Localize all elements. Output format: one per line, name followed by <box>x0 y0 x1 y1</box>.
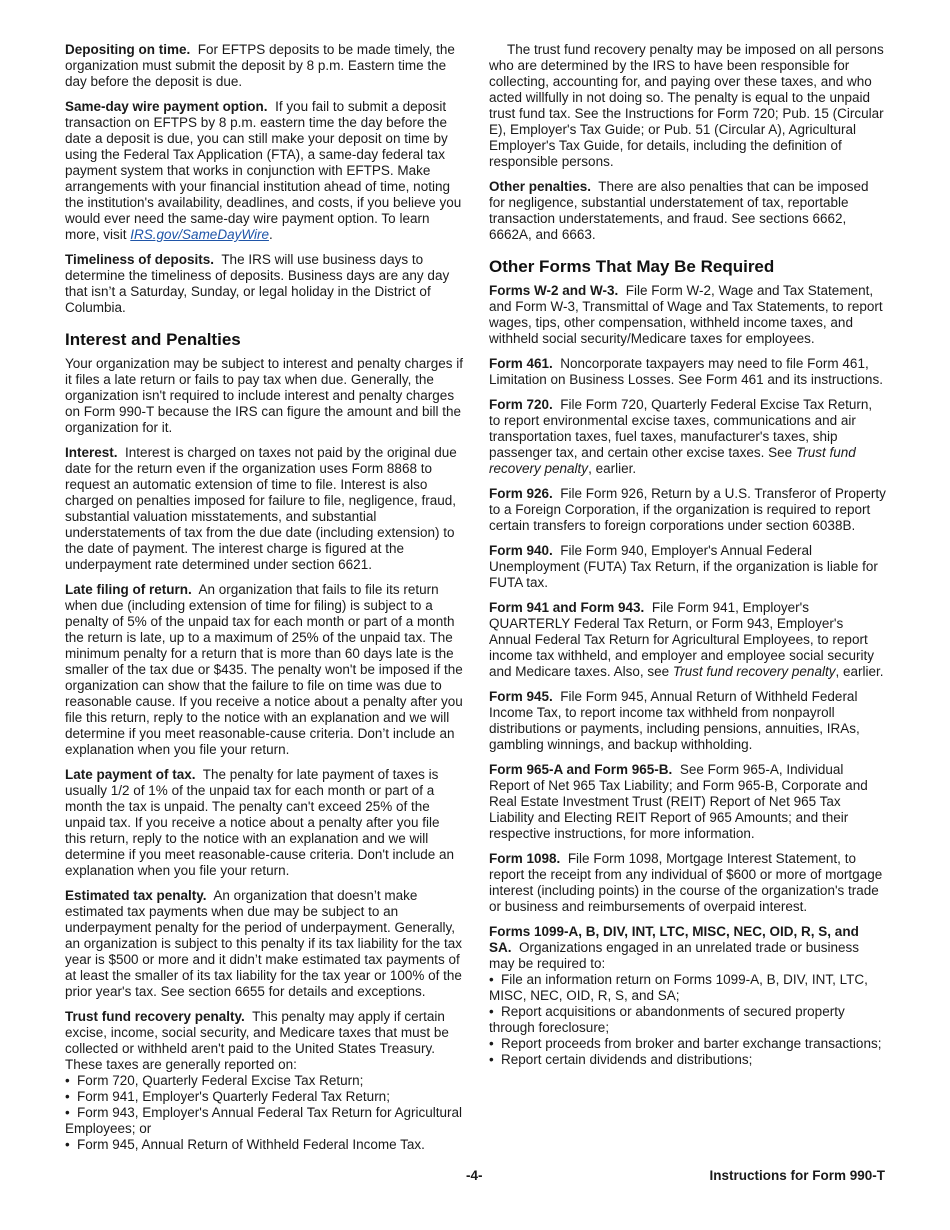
timeliness-of-deposits: Timeliness of deposits. The IRS will use business days to determine the timeliness of deposits. Business days are any day that isn’t a Saturday, Sunday, or legal holiday in the District of Columbia. <box>65 252 450 315</box>
estimated-tax-penalty: Estimated tax penalty. An organization that doesn’t make estimated tax payments when due may be subject to an underpayment penalty for the period of underpayment. Generally, an organization is subject to this penalty if its tax liability for the tax year is $500 or more and it didn’t make estimated tax payments of at least the smaller of its tax liability for the tax year or 100% of the prior year's tax. See section 6655 for details and exceptions. <box>65 888 462 999</box>
forms-w2-w3: Forms W-2 and W-3. File Form W-2, Wage and Tax Statement, and Form W-3, Transmittal of Wage and Tax Statements, to report wages, tips, other compensation, withheld income taxes, and withheld social security/Medicare taxes for employees. <box>489 283 883 346</box>
trust-fund-continued: The trust fund recovery penalty may be imposed on all persons who are determined by the IRS to have been responsible for collecting, accounting for, and paying over these taxes, and who acted willfully in not doing so. The penalty is equal to the unpaid trust fund tax. See the Instructions for Form 720; Pub. 15 (Circular E), Employer's Tax Guide; or Pub. 51 (Circular A), Agricultural Employer's Tax Guide, for details, including the definition of responsible persons. <box>489 42 884 169</box>
form-461: Form 461. Noncorporate taxpayers may need to file Form 461, Limitation on Business Losses. See Form 461 and its instructions. <box>489 356 883 387</box>
interest-intro: Your organization may be subject to interest and penalty charges if it files a late return or fails to pay tax when due. Generally, the organization isn't required to include interest and penalty charges on Form 990-T because the IRS can figure the amount and bill the organization for it. <box>65 356 463 435</box>
same-day-wire-link[interactable]: IRS.gov/SameDayWire <box>130 227 269 242</box>
form-720: Form 720. File Form 720, Quarterly Federal Excise Tax Return, to report environmental excise taxes, communications and air transportation taxes, fuel taxes, manufacturer's taxes, ship passenger tax, and certain other excise taxes. See Trust fund recovery penalty, earlier. <box>489 397 873 476</box>
late-payment: Late payment of tax. The penalty for late payment of taxes is usually 1/2 of 1% of the unpaid tax for each month or part of a month the tax is unpaid. The penalty can't exceed 25% of the unpaid tax. If you receive a notice about a penalty after you file this return, reply to the notice with an explanation and we will determine if you meet reasonable-cause criteria. Don't include an explanation when you file your return. <box>65 767 455 878</box>
list-item: • Report acquisitions or abandonments of secured property through foreclosure; <box>489 1004 845 1035</box>
form-940: Form 940. File Form 940, Employer's Annual Federal Unemployment (FUTA) Tax Return, if the organization is liable for FUTA tax. <box>489 543 878 590</box>
form-926: Form 926. File Form 926, Return by a U.S. Transferor of Property to a Foreign Corporation, if the organization is required to report certain transfers to foreign corporations under section 6038B. <box>489 486 886 533</box>
other-forms-heading: Other Forms That May Be Required <box>489 257 775 276</box>
trust-fund-recovery-penalty: Trust fund recovery penalty. This penalty may apply if certain excise, income, social security, and Medicare taxes that must be collected or withheld aren't paid to the United States Treasury. These taxes are generally reported on: <box>65 1009 449 1072</box>
trust-fund-bullet-list <box>65 1073 463 1153</box>
other-penalties: Other penalties. There are also penalties that can be imposed for negligence, substantial understatement of tax, reportable transaction understatements, and fraud. See sections 6662, 6662A, and 6663. <box>489 179 869 242</box>
list-item: • Form 945, Annual Return of Withheld Federal Income Tax. <box>65 1137 425 1152</box>
list-item: • File an information return on Forms 1099-A, B, DIV, INT, LTC, MISC, NEC, OID, R, S, and SA; <box>489 972 868 1003</box>
forms-1099: Forms 1099-A, B, DIV, INT, LTC, MISC, NEC, OID, R, S, and SA. Organizations engaged in an unrelated trade or business may be required to: <box>489 924 860 971</box>
forms-1099-bullet-list <box>489 972 887 1068</box>
list-item: • Form 720, Quarterly Federal Excise Tax Return; <box>65 1073 364 1088</box>
interest-and-penalties-heading: Interest and Penalties <box>65 330 241 349</box>
list-item: • Form 941, Employer's Quarterly Federal Tax Return; <box>65 1089 390 1104</box>
left-column <box>65 42 463 1155</box>
right-column <box>489 42 887 1070</box>
list-item: • Report proceeds from broker and barter exchange transactions; <box>489 1036 882 1051</box>
form-941-943: Form 941 and Form 943. File Form 941, Employer's QUARTERLY Federal Tax Return, or Form 943, Employer's Annual Federal Tax Return for Agricultural Employees, to report income tax withheld, and employer and employee social security and Medicare taxes. Also, see Trust fund recovery penalty, earlier. <box>489 600 884 679</box>
page-number: -4- <box>466 1168 483 1183</box>
late-filing: Late filing of return. An organization that fails to file its return when due (including extension of time for filing) is subject to a penalty of 5% of the unpaid tax for each month or part of a month the return is late, up to a maximum of 25% of the unpaid tax. The minimum penalty for a return that is more than 60 days late is the smaller of the tax due or $435. The penalty won't be imposed if the organization can show that the failure to file on time was due to reasonable cause. If you receive a notice about a penalty after you file this return, reply to the notice with an explanation and we will determine if you meet reasonable-cause criteria. Don’t include an explanation when you file your return. <box>65 582 463 757</box>
list-item: • Form 943, Employer's Annual Federal Tax Return for Agricultural Employees; or <box>65 1105 463 1136</box>
same-day-wire: Same-day wire payment option. If you fail to submit a deposit transaction on EFTPS by 8 p.m. eastern time the day before the date a deposit is due, you can still make your deposit on time by using the Federal Tax Application (FTA), a same-day federal tax payment system that works in conjunction with EFTPS. Make arrangements with your financial institution ahead of time, noting the institution's availability, deadlines, and costs, if you believe you would ever need the same-day wire payment option. To learn more, visit IRS.gov/SameDayWire. <box>65 99 462 242</box>
form-945: Form 945. File Form 945, Annual Return of Withheld Federal Income Tax, to report income tax withheld from nonpayroll distributions or payments, including pensions, annuities, IRAs, gambling winnings, and backup withholding. <box>489 689 860 752</box>
page-footer <box>0 1168 950 1188</box>
form-965: Form 965-A and Form 965-B. See Form 965-A, Individual Report of Net 965 Tax Liability; and Form 965-B, Corporate and Real Estate Investment Trust (REIT) Report of Net 965 Tax Liability and Electing REIT Report of 965 Amounts; and their respective instructions, for more information. <box>489 762 868 841</box>
list-item: • Report certain dividends and distributions; <box>489 1052 753 1067</box>
interest: Interest. Interest is charged on taxes not paid by the original due date for the return even if the organization uses Form 8868 to request an automatic extension of time to file. Interest is also charged on penalties imposed for failure to file, negligence, fraud, substantial valuation misstatements, and substantial understatements of tax from the due date (including extension) to the date of payment. The interest charge is figured at the underpayment rate determined under section 6621. <box>65 445 457 572</box>
depositing-on-time: Depositing on time. For EFTPS deposits to be made timely, the organization must submit the deposit by 8 p.m. Eastern time the day before the deposit is due. <box>65 42 455 89</box>
form-1098: Form 1098. File Form 1098, Mortgage Interest Statement, to report the receipt from any individual of $600 or more of mortgage interest (including points) in the course of the organization's trade or business and reimbursements of overpaid interest. <box>489 851 883 914</box>
document-title: Instructions for Form 990-T <box>709 1168 885 1183</box>
